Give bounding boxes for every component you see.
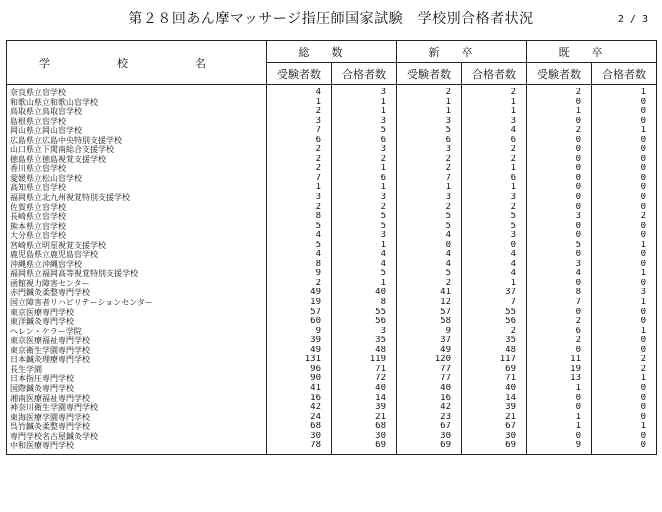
school-name: 宮崎県立明星視覚支援学校: [10, 240, 106, 250]
past-passed-header: 合格者数: [592, 63, 657, 85]
past-passed-column: [592, 85, 657, 455]
count-value: 39: [310, 336, 321, 346]
count-value: 1: [640, 126, 646, 136]
count-value: 6: [510, 173, 516, 183]
count-value: 35: [375, 336, 386, 346]
count-value: 2: [315, 107, 321, 117]
past-examinees-header: 受験者数: [527, 63, 592, 85]
count-value: 0: [640, 97, 646, 107]
school-name: 日本指圧専門学校: [10, 374, 74, 384]
count-value: 5: [380, 126, 386, 136]
count-value: 40: [375, 383, 386, 393]
count-value: 77: [440, 374, 451, 384]
count-value: 4: [315, 250, 321, 260]
count-value: 1: [380, 278, 386, 288]
count-value: 0: [640, 345, 646, 355]
results-table: [6, 40, 657, 455]
school-name-column: [7, 85, 267, 455]
count-value: 8: [315, 212, 321, 222]
count-value: 2: [315, 164, 321, 174]
count-value: 5: [445, 212, 451, 222]
count-value: 3: [445, 193, 451, 203]
school-name: 国立障害者リハビリテーションセンター: [10, 298, 153, 308]
count-value: 3: [315, 193, 321, 203]
count-value: 4: [510, 126, 516, 136]
count-value: 3: [445, 145, 451, 155]
school-name: 香川県立盲学校: [10, 164, 66, 174]
count-value: 7: [315, 173, 321, 183]
count-value: 19: [310, 298, 321, 308]
total-passed-column: [332, 85, 397, 455]
count-value: 4: [445, 231, 451, 241]
count-value: 2: [445, 88, 451, 97]
count-value: 0: [640, 173, 646, 183]
count-value: 1: [510, 107, 516, 117]
count-value: 60: [310, 317, 321, 327]
count-value: 9: [315, 326, 321, 336]
count-value: 3: [445, 116, 451, 126]
count-value: 5: [315, 240, 321, 250]
school-name: 専門学校名古屋鍼灸学校: [10, 431, 98, 441]
data-body-row: [7, 85, 657, 455]
count-value: 1: [575, 412, 581, 422]
school-name: 和歌山県立和歌山盲学校: [10, 97, 98, 107]
school-name: 函館視力障害センター: [10, 278, 90, 288]
school-name: 愛媛県立松山盲学校: [10, 173, 82, 183]
count-value: 3: [640, 288, 646, 298]
past-graduate-header: 既卒: [527, 41, 657, 63]
count-value: 0: [575, 154, 581, 164]
count-value: 1: [640, 240, 646, 250]
school-name: 神奈川衛生学園専門学校: [10, 403, 98, 413]
count-value: 0: [640, 231, 646, 241]
page-title: 第２８回あん摩マッサージ指圧師国家試験 学校別合格者状況: [128, 11, 534, 27]
count-value: 3: [510, 116, 516, 126]
count-value: 4: [510, 259, 516, 269]
count-value: 78: [310, 441, 321, 451]
count-value: 57: [440, 307, 451, 317]
count-value: 8: [380, 298, 386, 308]
school-name: 湘南医療福祉専門学校: [10, 393, 90, 403]
count-value: 11: [570, 355, 581, 365]
new-passed-column: [462, 85, 527, 455]
count-value: 0: [640, 221, 646, 231]
count-value: 71: [375, 364, 386, 374]
count-value: 0: [640, 431, 646, 441]
new-examinees-column: [397, 85, 462, 455]
count-value: 1: [380, 107, 386, 117]
count-value: 2: [380, 154, 386, 164]
school-name: 赤門鍼灸柔整専門学校: [10, 288, 90, 298]
count-value: 0: [640, 278, 646, 288]
count-value: 9: [315, 269, 321, 279]
count-value: 30: [310, 431, 321, 441]
count-value: 4: [315, 88, 321, 97]
count-value: 90: [310, 374, 321, 384]
school-name: ヘレン・ケラー学院: [10, 326, 82, 336]
count-value: 3: [380, 326, 386, 336]
count-value: 7: [510, 298, 516, 308]
count-value: 21: [505, 412, 516, 422]
count-value: 3: [380, 193, 386, 203]
school-name: 呉竹鍼灸柔整専門学校: [10, 422, 90, 432]
count-value: 0: [640, 307, 646, 317]
count-value: 0: [640, 317, 646, 327]
count-value: 6: [380, 173, 386, 183]
count-value: 0: [640, 412, 646, 422]
school-name: 高知県立盲学校: [10, 183, 66, 193]
count-value: 49: [440, 345, 451, 355]
school-name: 徳島県立徳島視覚支援学校: [10, 154, 106, 164]
count-value: 30: [375, 431, 386, 441]
count-value: 69: [505, 441, 516, 451]
count-value: 4: [575, 269, 581, 279]
count-value: 7: [575, 298, 581, 308]
count-value: 3: [315, 116, 321, 126]
count-value: 2: [315, 278, 321, 288]
count-value: 9: [445, 326, 451, 336]
count-value: 1: [640, 88, 646, 97]
count-value: 37: [505, 288, 516, 298]
count-value: 41: [440, 288, 451, 298]
count-value: 0: [640, 250, 646, 260]
count-value: 3: [575, 212, 581, 222]
count-value: 5: [380, 221, 386, 231]
count-value: 40: [505, 383, 516, 393]
count-value: 0: [640, 259, 646, 269]
count-value: 131: [304, 355, 321, 365]
count-value: 7: [445, 173, 451, 183]
new-passed-header: 合格者数: [462, 63, 527, 85]
count-value: 68: [375, 422, 386, 432]
count-value: 67: [505, 422, 516, 432]
count-value: 1: [510, 183, 516, 193]
count-value: 39: [375, 403, 386, 413]
count-value: 3: [380, 88, 386, 97]
count-value: 1: [640, 269, 646, 279]
count-value: 68: [310, 422, 321, 432]
count-value: 5: [380, 212, 386, 222]
count-value: 37: [440, 336, 451, 346]
count-value: 1: [640, 422, 646, 432]
school-name: 東海医療学園専門学校: [10, 412, 90, 422]
count-value: 4: [380, 250, 386, 260]
count-value: 69: [505, 364, 516, 374]
total-header: 総数: [267, 41, 397, 63]
count-value: 1: [380, 183, 386, 193]
count-value: 0: [575, 116, 581, 126]
count-value: 2: [315, 145, 321, 155]
count-value: 8: [315, 259, 321, 269]
count-value: 30: [505, 431, 516, 441]
count-value: 1: [315, 97, 321, 107]
count-value: 1: [380, 240, 386, 250]
school-name: 鳥取県立鳥取盲学校: [10, 107, 82, 117]
count-value: 0: [640, 441, 646, 451]
count-value: 3: [380, 116, 386, 126]
school-name: 島根県立盲学校: [10, 116, 66, 126]
count-value: 23: [440, 412, 451, 422]
count-value: 2: [445, 154, 451, 164]
count-value: 42: [440, 403, 451, 413]
count-value: 16: [310, 393, 321, 403]
count-value: 6: [315, 135, 321, 145]
count-value: 0: [640, 336, 646, 346]
count-value: 0: [640, 383, 646, 393]
school-name: 熊本県立盲学校: [10, 221, 66, 231]
school-name: 長崎県立盲学校: [10, 212, 66, 222]
count-value: 2: [510, 202, 516, 212]
count-value: 5: [510, 221, 516, 231]
count-value: 42: [310, 403, 321, 413]
count-value: 2: [315, 154, 321, 164]
count-value: 2: [575, 336, 581, 346]
count-value: 0: [575, 173, 581, 183]
count-value: 49: [310, 288, 321, 298]
total-examinees-header: 受験者数: [267, 63, 332, 85]
count-value: 0: [640, 393, 646, 403]
count-value: 0: [640, 154, 646, 164]
school-name: 奈良県立盲学校: [10, 88, 66, 97]
count-value: 0: [640, 202, 646, 212]
count-value: 3: [575, 259, 581, 269]
count-value: 55: [505, 307, 516, 317]
count-value: 48: [375, 345, 386, 355]
school-name: 福岡県立北九州視覚特別支援学校: [10, 193, 130, 203]
count-value: 57: [310, 307, 321, 317]
count-value: 2: [510, 88, 516, 97]
count-value: 30: [440, 431, 451, 441]
count-value: 19: [570, 364, 581, 374]
count-value: 49: [310, 345, 321, 355]
count-value: 1: [380, 97, 386, 107]
count-value: 0: [640, 164, 646, 174]
count-value: 14: [505, 393, 516, 403]
count-value: 2: [445, 278, 451, 288]
count-value: 117: [499, 355, 516, 365]
count-value: 1: [445, 183, 451, 193]
count-value: 0: [575, 97, 581, 107]
school-name: 東洋鍼灸専門学校: [10, 317, 74, 327]
count-value: 1: [510, 164, 516, 174]
count-value: 0: [575, 231, 581, 241]
count-value: 56: [375, 317, 386, 327]
new-graduate-header: 新卒: [397, 41, 527, 63]
count-value: 40: [375, 288, 386, 298]
count-value: 4: [445, 250, 451, 260]
count-value: 0: [640, 116, 646, 126]
count-value: 4: [445, 259, 451, 269]
count-value: 5: [445, 269, 451, 279]
count-value: 4: [510, 269, 516, 279]
school-name: 東京医療福祉専門学校: [10, 336, 90, 346]
school-name: 福岡県立福岡高等視覚特別支援学校: [10, 269, 138, 279]
count-value: 72: [375, 374, 386, 384]
count-value: 3: [380, 231, 386, 241]
count-value: 1: [575, 422, 581, 432]
count-value: 56: [505, 317, 516, 327]
count-value: 40: [440, 383, 451, 393]
count-value: 0: [575, 431, 581, 441]
new-examinees-header: 受験者数: [397, 63, 462, 85]
school-name: 佐賀県立盲学校: [10, 202, 66, 212]
count-value: 0: [575, 278, 581, 288]
count-value: 0: [640, 183, 646, 193]
count-value: 3: [380, 145, 386, 155]
count-value: 2: [315, 202, 321, 212]
count-value: 1: [640, 298, 646, 308]
count-value: 0: [510, 240, 516, 250]
count-value: 0: [575, 221, 581, 231]
count-value: 1: [510, 278, 516, 288]
count-value: 6: [380, 135, 386, 145]
count-value: 0: [640, 193, 646, 203]
school-name: 山口県立下関南総合支援学校: [10, 145, 114, 155]
page-number: 2 / 3: [617, 14, 648, 25]
count-value: 1: [575, 107, 581, 117]
count-value: 3: [510, 231, 516, 241]
school-name: 鹿児島県立鹿児島盲学校: [10, 250, 98, 260]
count-value: 0: [575, 164, 581, 174]
count-value: 0: [575, 183, 581, 193]
count-value: 71: [505, 374, 516, 384]
count-value: 5: [510, 212, 516, 222]
total-passed-header: 合格者数: [332, 63, 397, 85]
count-value: 69: [440, 441, 451, 451]
count-value: 0: [575, 145, 581, 155]
count-value: 41: [310, 383, 321, 393]
count-value: 5: [445, 126, 451, 136]
count-value: 13: [570, 374, 581, 384]
count-value: 2: [575, 317, 581, 327]
count-value: 120: [434, 355, 451, 365]
count-value: 6: [510, 135, 516, 145]
count-value: 0: [575, 403, 581, 413]
count-value: 21: [375, 412, 386, 422]
count-value: 5: [315, 221, 321, 231]
count-value: 119: [369, 355, 386, 365]
count-value: 24: [310, 412, 321, 422]
count-value: 2: [510, 326, 516, 336]
count-value: 69: [375, 441, 386, 451]
count-value: 0: [640, 107, 646, 117]
count-value: 0: [640, 145, 646, 155]
school-name: 国際鍼灸専門学校: [10, 383, 74, 393]
count-value: 5: [380, 269, 386, 279]
school-name: 東京医療専門学校: [10, 307, 74, 317]
count-value: 1: [510, 97, 516, 107]
total-examinees-column: [267, 85, 332, 455]
count-value: 0: [575, 250, 581, 260]
count-value: 1: [575, 383, 581, 393]
count-value: 6: [445, 135, 451, 145]
count-value: 0: [640, 135, 646, 145]
count-value: 1: [445, 107, 451, 117]
count-value: 39: [505, 403, 516, 413]
count-value: 35: [505, 336, 516, 346]
count-value: 4: [510, 250, 516, 260]
count-value: 58: [440, 317, 451, 327]
count-value: 0: [640, 403, 646, 413]
school-name: 広島県立広島中央特別支援学校: [10, 135, 122, 145]
count-value: 1: [640, 374, 646, 384]
count-value: 2: [510, 145, 516, 155]
count-value: 1: [380, 164, 386, 174]
school-name: 日本鍼灸理療専門学校: [10, 355, 90, 365]
count-value: 0: [575, 202, 581, 212]
count-value: 2: [640, 212, 646, 222]
count-value: 0: [575, 393, 581, 403]
count-value: 1: [445, 97, 451, 107]
count-value: 0: [575, 193, 581, 203]
school-name: 東京衛生学園専門学校: [10, 345, 90, 355]
school-name-header: 学 校 名: [7, 41, 267, 85]
count-value: 2: [445, 202, 451, 212]
count-value: 6: [575, 326, 581, 336]
school-name: 長生学園: [10, 364, 42, 374]
past-examinees-column: [527, 85, 592, 455]
count-value: 2: [575, 88, 581, 97]
school-name: 沖縄県立沖縄盲学校: [10, 259, 82, 269]
count-value: 2: [575, 126, 581, 136]
school-name: 中和医療専門学校: [10, 441, 74, 451]
count-value: 2: [640, 364, 646, 374]
count-value: 16: [440, 393, 451, 403]
count-value: 2: [510, 154, 516, 164]
count-value: 0: [575, 307, 581, 317]
count-value: 12: [440, 298, 451, 308]
count-value: 2: [640, 355, 646, 365]
count-value: 55: [375, 307, 386, 317]
count-value: 8: [575, 288, 581, 298]
count-value: 5: [575, 240, 581, 250]
count-value: 2: [445, 164, 451, 174]
count-value: 67: [440, 422, 451, 432]
count-value: 0: [445, 240, 451, 250]
school-name: 大分県立盲学校: [10, 231, 66, 241]
count-value: 3: [510, 193, 516, 203]
count-value: 9: [575, 441, 581, 451]
count-value: 48: [505, 345, 516, 355]
count-value: 1: [640, 326, 646, 336]
count-value: 7: [315, 126, 321, 136]
count-value: 4: [380, 259, 386, 269]
count-value: 4: [315, 231, 321, 241]
count-value: 0: [575, 135, 581, 145]
count-value: 0: [575, 345, 581, 355]
count-value: 96: [310, 364, 321, 374]
school-name: 岡山県立岡山盲学校: [10, 126, 82, 136]
count-value: 2: [380, 202, 386, 212]
count-value: 14: [375, 393, 386, 403]
count-value: 77: [440, 364, 451, 374]
count-value: 1: [315, 183, 321, 193]
count-value: 5: [445, 221, 451, 231]
